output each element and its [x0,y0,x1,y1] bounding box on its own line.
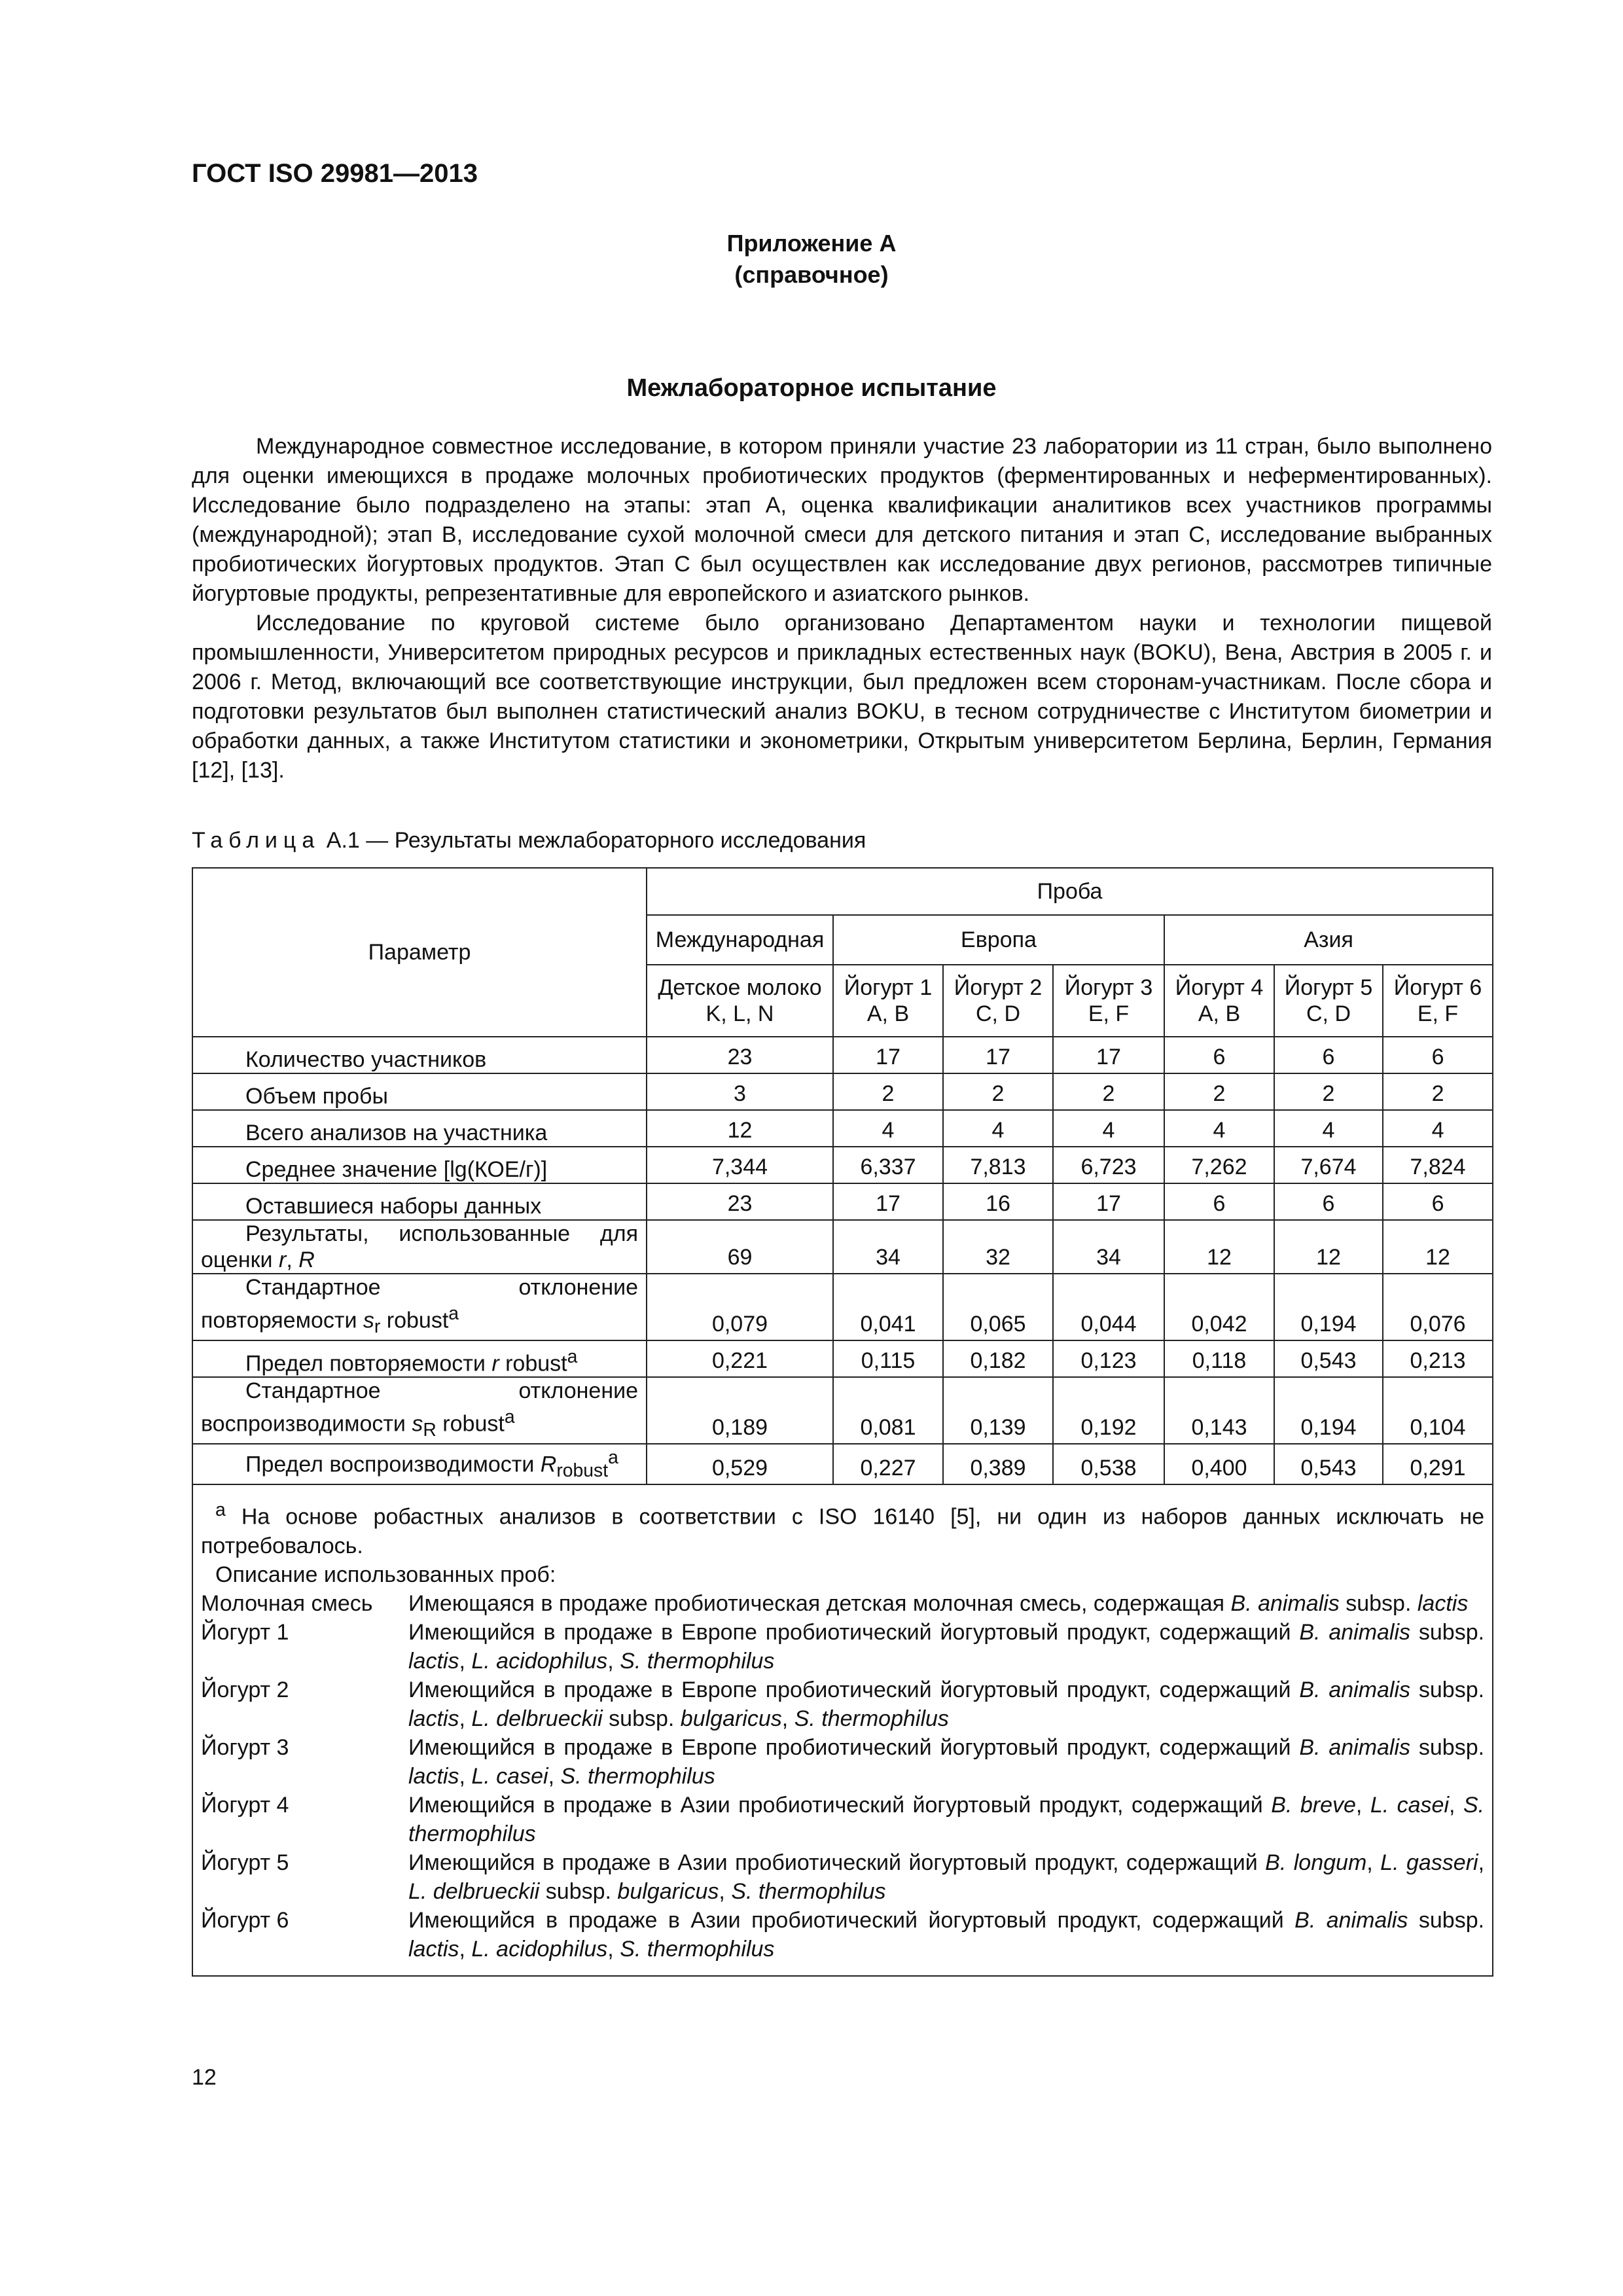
row-value: 0,213 [1383,1340,1493,1377]
sample-description-key: Йогурт 1 [201,1619,289,1645]
description-fragment: , [1366,1850,1381,1875]
species-name: B. animalis [1230,1590,1340,1616]
row-label-symbol: R [298,1247,315,1272]
description-fragment: Имеющаяся в продаже пробиотическая детская молочная смесь, содержащая [408,1590,1231,1616]
row-value: 7,813 [943,1147,1053,1183]
row-label-footnote-mark: a [504,1407,515,1428]
species-name: L. delbrueckii [471,1706,603,1731]
table-row [192,1183,1493,1220]
row-value: 0,194 [1274,1274,1383,1340]
header-group-international: Международная [647,915,833,965]
row-value: 17 [833,1037,943,1073]
row-value: 2 [1164,1073,1274,1110]
sample-description-text [408,1589,1484,1618]
row-value: 0,143 [1164,1377,1274,1444]
header-column-7 [1383,965,1493,1037]
header-column-6 [1274,965,1383,1037]
species-name: S. thermophilus [408,1792,1485,1846]
row-value: 0,041 [833,1274,943,1340]
description-fragment: , [1478,1850,1485,1875]
species-name: S. thermophilus [620,1936,775,1962]
row-label [192,1444,647,1484]
row-value: 2 [1053,1073,1164,1110]
row-value: 0,081 [833,1377,943,1444]
description-fragment: subsp. [1410,1734,1485,1760]
row-value: 0,221 [647,1340,833,1377]
header-column-sub: A, B [1198,1001,1241,1026]
species-name: L. casei [471,1763,548,1789]
row-value: 0,118 [1164,1340,1274,1377]
header-column-3 [943,965,1053,1037]
row-label-symbol: r [491,1351,499,1376]
sample-description [201,1733,1484,1791]
row-value: 0,400 [1164,1444,1274,1484]
species-name: B. breve [1271,1792,1356,1818]
paragraph-2: Исследование по круговой системе было организовано Департаментом науки и технологии пищевой промышленности, Университетом природных ресурсов и прикладных естественных наук (BOKU), Вена, Австрия в 2005 г. и 2006 г. Метод, включающий все соответствующие инструкции, был предложен всем сторонам-участникам. После сбора и подготовки результатов был выполнен статистический анализ BOKU, в тесном сотрудничестве с Институтом биометрии и обработки данных, а также Институтом статистики и эконометрики, Открытым университетом Берлина, Берлин, Германия [12], [13]. [192,611,1492,783]
row-label-text: Всего анализов на участника [245,1121,548,1145]
row-value: 2 [1274,1073,1383,1110]
sample-description-text [408,1791,1484,1848]
row-value: 23 [647,1037,833,1073]
row-label-subscript: R [423,1420,437,1441]
row-label-subscript: robust [556,1460,609,1482]
samples-description-list [201,1589,1484,1964]
description-fragment: Имеющийся в продаже в Европе пробиотический йогуртовый продукт, содержащий [408,1734,1300,1760]
species-name: lactis [408,1936,459,1962]
species-name: lactis [408,1706,459,1731]
table-header [192,868,1493,1037]
row-value: 32 [943,1220,1053,1274]
table-caption-text: А.1 — Результаты межлабораторного исследования [326,828,866,853]
table-row [192,1444,1493,1484]
header-sample: Проба [647,868,1493,915]
description-fragment: , [1449,1792,1463,1818]
header-column-sub: E, F [1088,1001,1130,1026]
row-value: 34 [1053,1220,1164,1274]
row-label-text: Результаты, использованные для оценки [201,1221,638,1272]
row-label-text: Среднее значение [lg(КОЕ/г)] [245,1157,548,1182]
row-value: 4 [1053,1110,1164,1147]
description-fragment: subsp. [1339,1590,1418,1616]
row-label-symbol: s [412,1411,423,1437]
row-label-text: Количество участников [245,1047,487,1072]
annex-label: Приложение А [726,230,897,257]
table-row [192,1340,1493,1377]
row-label-tail: robust [436,1411,505,1437]
species-name: L. acidophilus [471,1648,608,1674]
table-row [192,1377,1493,1444]
header-column-name: Йогурт 5 [1284,975,1373,1000]
row-value: 6,337 [833,1147,943,1183]
row-label-footnote-mark: a [448,1303,459,1324]
row-value: 0,104 [1383,1377,1493,1444]
header-group-asia: Азия [1164,915,1493,965]
species-name: B. animalis [1299,1734,1411,1760]
row-value: 0,123 [1053,1340,1164,1377]
row-value: 69 [647,1220,833,1274]
species-name: S. thermophilus [560,1763,715,1789]
row-value: 6 [1383,1183,1493,1220]
description-fragment: Имеющийся в продаже в Азии пробиотический йогуртовый продукт, содержащий [408,1792,1272,1818]
header-column-name: Йогурт 2 [954,975,1043,1000]
sample-description-key: Йогурт 4 [201,1792,289,1818]
species-name: lactis [408,1648,459,1674]
row-value: 6 [1383,1037,1493,1073]
table-caption-word: Таблица [192,828,321,853]
sample-description-key: Молочная смесь [201,1590,373,1616]
document-code: ГОСТ ISO 29981—2013 [192,159,478,188]
table-row [192,1073,1493,1110]
sample-description-text [408,1733,1484,1791]
description-fragment: , [781,1706,794,1731]
row-label [192,1147,647,1183]
row-value: 0,044 [1053,1274,1164,1340]
header-column-name: Йогурт 3 [1064,975,1153,1000]
row-value: 2 [833,1073,943,1110]
row-value: 2 [943,1073,1053,1110]
table-row [192,1037,1493,1073]
row-value: 0,182 [943,1340,1053,1377]
description-fragment: , [719,1878,732,1904]
species-name: bulgaricus [680,1706,782,1731]
section-title: Межлабораторное испытание [626,374,997,402]
header-column-name: Йогурт 6 [1393,975,1482,1000]
description-fragment: , [459,1763,472,1789]
row-label-tail: robust [499,1351,567,1376]
species-name: B. animalis [1299,1677,1411,1702]
description-fragment: Имеющийся в продаже в Азии пробиотический йогуртовый продукт, содержащий [408,1850,1266,1875]
table-row [192,1147,1493,1183]
footnote-text: На основе робастных анализов в соответствии с ISO 16140 [5], ни один из наборов данных исключать не потребовалось. [201,1504,1485,1558]
row-label [192,1110,647,1147]
row-value: 12 [1383,1220,1493,1274]
row-value: 12 [1164,1220,1274,1274]
row-value: 4 [1164,1110,1274,1147]
samples-description-title: Описание использованных проб: [215,1562,556,1587]
sample-description [201,1618,1484,1676]
row-value: 0,291 [1383,1444,1493,1484]
row-label [192,1220,647,1274]
row-value: 0,065 [943,1274,1053,1340]
header-column-4 [1053,965,1164,1037]
footnote-cell [192,1484,1493,1975]
page-number: 12 [192,2065,217,2090]
row-value: 6,723 [1053,1147,1164,1183]
row-value: 0,194 [1274,1377,1383,1444]
paragraph-1: Международное совместное исследование, в котором приняли участие 23 лаборатории из 11 стран, было выполнено для оценки имеющихся в продаже молочных пробиотических продуктов (ферментированных и неферментированных). Исследование было подразделено на этапы: этап А, оценка квалификации аналитиков всех участников программы (международной); этап В, исследование сухой молочной смеси для детского питания и этап С, исследование выбранных пробиотических йогуртовых продуктов. Этап С был осуществлен как исследование двух регионов, рассмотрев типичные йогуртовые продукты, репрезентативные для европейского и азиатского рынков. [192,434,1492,606]
row-label-text: Объем пробы [245,1084,388,1109]
row-label [192,1183,647,1220]
description-fragment: Имеющийся в продаже в Азии пробиотический йогуртовый продукт, содержащий [408,1907,1295,1933]
description-fragment: , [459,1936,472,1962]
sample-description-key: Йогурт 5 [201,1850,289,1875]
row-label-footnote-mark: a [567,1346,578,1367]
row-label [192,1274,647,1340]
row-value: 3 [647,1073,833,1110]
header-column-5 [1164,965,1274,1037]
table-body [192,1037,1493,1484]
row-label-text: Предел повторяемости [245,1351,486,1376]
row-value: 0,389 [943,1444,1053,1484]
row-value: 7,262 [1164,1147,1274,1183]
description-fragment: , [459,1706,472,1731]
description-fragment: , [1355,1792,1370,1818]
species-name: B. animalis [1294,1907,1408,1933]
row-value: 23 [647,1183,833,1220]
description-fragment: Имеющийся в продаже в Европе пробиотический йогуртовый продукт, содержащий [408,1619,1300,1645]
species-name: lactis [408,1763,459,1789]
species-name: L. casei [1370,1792,1450,1818]
header-column-sub: C, D [976,1001,1020,1026]
row-value: 6 [1164,1183,1274,1220]
table-row [192,1220,1493,1274]
species-name: L. acidophilus [471,1936,608,1962]
description-fragment: , [607,1648,620,1674]
row-label-separator: , [286,1247,299,1272]
species-name: S. thermophilus [731,1878,886,1904]
table-row [192,1274,1493,1340]
species-name: S. thermophilus [794,1706,949,1731]
row-value: 0,079 [647,1274,833,1340]
row-value: 0,115 [833,1340,943,1377]
row-value: 7,824 [1383,1147,1493,1183]
description-fragment: subsp. [539,1878,618,1904]
footnote-a [201,1496,1484,1560]
row-value: 0,538 [1053,1444,1164,1484]
row-label-tail: robust [380,1308,449,1333]
description-fragment: subsp. [1410,1677,1485,1702]
row-label-text: Стандартное отклонение повторяемости [201,1275,638,1333]
row-value: 6 [1164,1037,1274,1073]
footnote-marker: a [215,1499,226,1521]
row-value: 16 [943,1183,1053,1220]
row-label-subscript: r [374,1316,381,1338]
header-column-sub: C, D [1306,1001,1351,1026]
row-value: 0,042 [1164,1274,1274,1340]
sample-description-text [408,1676,1484,1733]
row-value: 0,189 [647,1377,833,1444]
header-column-sub: K, L, N [705,1001,774,1026]
row-label-symbol: R [540,1452,557,1477]
description-fragment: , [548,1763,561,1789]
row-value: 17 [943,1037,1053,1073]
row-label [192,1037,647,1073]
row-label-footnote-mark: a [608,1447,618,1469]
annex-status: (справочное) [734,261,889,288]
sample-description-key: Йогурт 2 [201,1677,289,1702]
sample-description-text [408,1618,1484,1676]
table-notes [192,1484,1493,1975]
row-value: 4 [943,1110,1053,1147]
row-value: 4 [833,1110,943,1147]
row-value: 4 [1274,1110,1383,1147]
sample-description-key: Йогурт 3 [201,1734,289,1760]
row-label-symbol: r [279,1247,287,1272]
species-name: lactis [1417,1590,1469,1616]
description-fragment: , [607,1936,620,1962]
description-fragment: Имеющийся в продаже в Европе пробиотический йогуртовый продукт, содержащий [408,1677,1300,1702]
species-name: L. delbrueckii [408,1878,540,1904]
row-value: 7,344 [647,1147,833,1183]
row-value: 4 [1383,1110,1493,1147]
description-fragment: , [459,1648,472,1674]
row-value: 0,543 [1274,1444,1383,1484]
row-label-text: Стандартное отклонение воспроизводимости [201,1378,638,1437]
row-value: 0,076 [1383,1274,1493,1340]
row-label-text: Предел воспроизводимости [245,1452,535,1477]
row-value: 6 [1274,1183,1383,1220]
row-value: 2 [1383,1073,1493,1110]
sample-description [201,1676,1484,1733]
row-value: 12 [1274,1220,1383,1274]
row-value: 6 [1274,1037,1383,1073]
sample-description [201,1906,1484,1964]
header-parameter: Параметр [192,868,647,1037]
row-label-text: Оставшиеся наборы данных [245,1194,542,1219]
header-column-name: Йогурт 4 [1175,975,1264,1000]
species-name: L. gasseri [1380,1850,1478,1875]
row-value: 17 [833,1183,943,1220]
sample-description-text [408,1906,1484,1964]
row-label-symbol: s [363,1308,374,1333]
species-name: B. longum [1265,1850,1367,1875]
row-label [192,1073,647,1110]
sample-description [201,1848,1484,1906]
row-label [192,1377,647,1444]
sample-description [201,1791,1484,1848]
row-value: 34 [833,1220,943,1274]
table-row [192,1110,1493,1147]
sample-description [201,1589,1484,1618]
table-caption [192,828,866,853]
row-value: 7,674 [1274,1147,1383,1183]
header-column-name: Детское молоко [658,975,822,1000]
species-name: B. animalis [1299,1619,1411,1645]
sample-description-key: Йогурт 6 [201,1907,289,1933]
annex-heading [0,228,1623,291]
header-column-sub: A, B [866,1001,910,1026]
description-fragment: subsp. [1408,1907,1485,1933]
header-column-sub: E, F [1417,1001,1459,1026]
row-value: 12 [647,1110,833,1147]
sample-description-text [408,1848,1484,1906]
description-fragment: subsp. [602,1706,681,1731]
row-value: 17 [1053,1037,1164,1073]
body-text [192,432,1492,785]
header-group-europe: Европа [833,915,1164,965]
row-value: 0,192 [1053,1377,1164,1444]
row-value: 0,543 [1274,1340,1383,1377]
results-table [192,867,1493,1977]
header-column-1 [647,965,833,1037]
description-fragment: subsp. [1410,1619,1485,1645]
species-name: S. thermophilus [620,1648,775,1674]
row-value: 0,227 [833,1444,943,1484]
species-name: bulgaricus [617,1878,719,1904]
row-value: 0,529 [647,1444,833,1484]
header-column-2 [833,965,943,1037]
row-value: 0,139 [943,1377,1053,1444]
row-value: 17 [1053,1183,1164,1220]
header-column-name: Йогурт 1 [844,975,933,1000]
row-label [192,1340,647,1377]
